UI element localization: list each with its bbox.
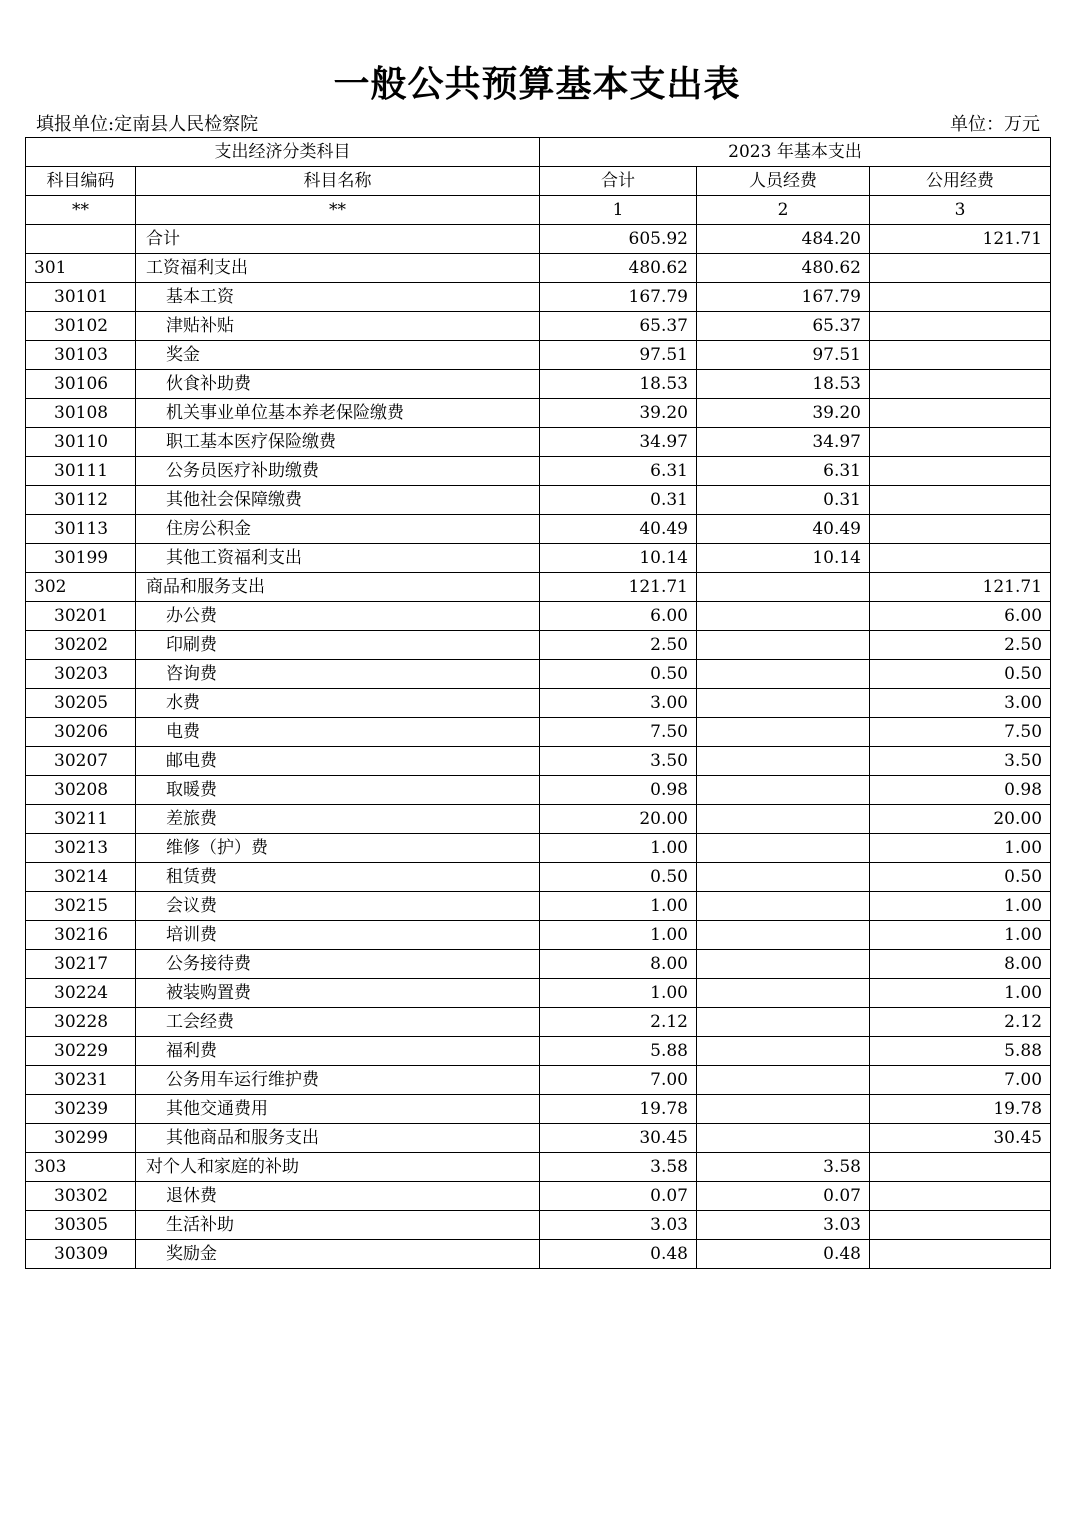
cell-total: 5.88 xyxy=(540,1037,697,1066)
cell-total: 65.37 xyxy=(540,312,697,341)
cell-total: 1.00 xyxy=(540,979,697,1008)
cell-total: 0.50 xyxy=(540,863,697,892)
cell-personnel xyxy=(697,921,870,950)
table-row xyxy=(26,747,1051,776)
cell-total: 7.50 xyxy=(540,718,697,747)
header-column-row xyxy=(26,167,1051,196)
cell-personnel xyxy=(697,1095,870,1124)
cell-code: 30215 xyxy=(26,892,136,921)
cell-name: 住房公积金 xyxy=(136,515,540,544)
cell-personnel xyxy=(697,1124,870,1153)
cell-total: 167.79 xyxy=(540,283,697,312)
cell-public xyxy=(870,486,1051,515)
cell-public: 1.00 xyxy=(870,892,1051,921)
cell-total: 39.20 xyxy=(540,399,697,428)
cell-code: 30101 xyxy=(26,283,136,312)
cell-public: 6.00 xyxy=(870,602,1051,631)
cell-code: 30231 xyxy=(26,1066,136,1095)
cell-code: 30112 xyxy=(26,486,136,515)
table-row xyxy=(26,399,1051,428)
cell-code: 30199 xyxy=(26,544,136,573)
table-row xyxy=(26,1240,1051,1269)
table-row xyxy=(26,805,1051,834)
cell-public: 121.71 xyxy=(870,573,1051,602)
index-total: 1 xyxy=(540,196,697,225)
cell-public xyxy=(870,312,1051,341)
cell-public xyxy=(870,457,1051,486)
cell-code: 30106 xyxy=(26,370,136,399)
cell-public: 1.00 xyxy=(870,979,1051,1008)
cell-public: 2.12 xyxy=(870,1008,1051,1037)
cell-code: 30305 xyxy=(26,1211,136,1240)
cell-personnel xyxy=(697,979,870,1008)
cell-public: 20.00 xyxy=(870,805,1051,834)
cell-name: 机关事业单位基本养老保险缴费 xyxy=(136,399,540,428)
cell-public xyxy=(870,254,1051,283)
index-public: 3 xyxy=(870,196,1051,225)
cell-code: 30207 xyxy=(26,747,136,776)
cell-total: 10.14 xyxy=(540,544,697,573)
cell-code: 30203 xyxy=(26,660,136,689)
cell-personnel: 0.07 xyxy=(697,1182,870,1211)
filler-unit-label: 填报单位:定南县人民检察院 xyxy=(36,114,259,135)
cell-public: 5.88 xyxy=(870,1037,1051,1066)
table-row xyxy=(26,1211,1051,1240)
cell-name: 奖励金 xyxy=(136,1240,540,1269)
cell-public: 121.71 xyxy=(870,225,1051,254)
cell-personnel xyxy=(697,747,870,776)
cell-total: 3.00 xyxy=(540,689,697,718)
table-row xyxy=(26,225,1051,254)
header-code: 科目编码 xyxy=(26,167,136,196)
header-personnel: 人员经费 xyxy=(697,167,870,196)
cell-code: 30211 xyxy=(26,805,136,834)
cell-total: 30.45 xyxy=(540,1124,697,1153)
cell-code: 30113 xyxy=(26,515,136,544)
cell-public xyxy=(870,1153,1051,1182)
cell-personnel: 3.58 xyxy=(697,1153,870,1182)
cell-code: 30110 xyxy=(26,428,136,457)
cell-code: 30239 xyxy=(26,1095,136,1124)
cell-personnel: 0.31 xyxy=(697,486,870,515)
cell-public: 7.00 xyxy=(870,1066,1051,1095)
cell-name: 培训费 xyxy=(136,921,540,950)
cell-personnel: 6.31 xyxy=(697,457,870,486)
cell-name: 水费 xyxy=(136,689,540,718)
cell-name: 公务员医疗补助缴费 xyxy=(136,457,540,486)
cell-public: 1.00 xyxy=(870,834,1051,863)
cell-public: 1.00 xyxy=(870,921,1051,950)
cell-code: 30224 xyxy=(26,979,136,1008)
cell-code: 30299 xyxy=(26,1124,136,1153)
budget-table xyxy=(25,137,1051,1269)
cell-name: 印刷费 xyxy=(136,631,540,660)
cell-personnel: 65.37 xyxy=(697,312,870,341)
cell-name: 被装购置费 xyxy=(136,979,540,1008)
cell-total: 3.03 xyxy=(540,1211,697,1240)
cell-total: 19.78 xyxy=(540,1095,697,1124)
cell-public: 3.50 xyxy=(870,747,1051,776)
cell-total: 0.98 xyxy=(540,776,697,805)
cell-public: 19.78 xyxy=(870,1095,1051,1124)
cell-name: 商品和服务支出 xyxy=(136,573,540,602)
cell-total: 6.00 xyxy=(540,602,697,631)
cell-total: 605.92 xyxy=(540,225,697,254)
cell-code: 30102 xyxy=(26,312,136,341)
cell-personnel: 484.20 xyxy=(697,225,870,254)
table-row xyxy=(26,660,1051,689)
cell-name: 基本工资 xyxy=(136,283,540,312)
table-row xyxy=(26,892,1051,921)
cell-public: 30.45 xyxy=(870,1124,1051,1153)
cell-personnel xyxy=(697,660,870,689)
cell-public: 7.50 xyxy=(870,718,1051,747)
cell-name: 津贴补贴 xyxy=(136,312,540,341)
cell-personnel: 10.14 xyxy=(697,544,870,573)
table-row xyxy=(26,428,1051,457)
cell-personnel xyxy=(697,1037,870,1066)
cell-name: 工资福利支出 xyxy=(136,254,540,283)
cell-total: 3.58 xyxy=(540,1153,697,1182)
cell-total: 121.71 xyxy=(540,573,697,602)
cell-name: 其他商品和服务支出 xyxy=(136,1124,540,1153)
cell-code: 30217 xyxy=(26,950,136,979)
table-row xyxy=(26,602,1051,631)
table-row xyxy=(26,515,1051,544)
cell-total: 0.48 xyxy=(540,1240,697,1269)
table-row xyxy=(26,1066,1051,1095)
table-row xyxy=(26,341,1051,370)
cell-personnel: 480.62 xyxy=(697,254,870,283)
cell-code: 303 xyxy=(26,1153,136,1182)
cell-code: 30302 xyxy=(26,1182,136,1211)
table-row xyxy=(26,1095,1051,1124)
cell-total: 6.31 xyxy=(540,457,697,486)
table-row xyxy=(26,950,1051,979)
table-row xyxy=(26,254,1051,283)
cell-public xyxy=(870,544,1051,573)
cell-name: 差旅费 xyxy=(136,805,540,834)
cell-total: 1.00 xyxy=(540,892,697,921)
cell-code: 30208 xyxy=(26,776,136,805)
cell-personnel xyxy=(697,1008,870,1037)
table-row xyxy=(26,544,1051,573)
cell-name: 工会经费 xyxy=(136,1008,540,1037)
cell-personnel xyxy=(697,718,870,747)
cell-personnel: 0.48 xyxy=(697,1240,870,1269)
cell-total: 97.51 xyxy=(540,341,697,370)
cell-code: 301 xyxy=(26,254,136,283)
cell-personnel: 18.53 xyxy=(697,370,870,399)
table-row xyxy=(26,1008,1051,1037)
cell-code: 30202 xyxy=(26,631,136,660)
cell-public: 8.00 xyxy=(870,950,1051,979)
cell-public xyxy=(870,370,1051,399)
budget-table-body xyxy=(26,138,1051,1269)
cell-name: 退休费 xyxy=(136,1182,540,1211)
index-name: ** xyxy=(136,196,540,225)
table-row xyxy=(26,370,1051,399)
cell-public: 3.00 xyxy=(870,689,1051,718)
cell-name: 公务用车运行维护费 xyxy=(136,1066,540,1095)
table-row xyxy=(26,776,1051,805)
cell-name: 奖金 xyxy=(136,341,540,370)
cell-total: 8.00 xyxy=(540,950,697,979)
cell-name: 其他社会保障缴费 xyxy=(136,486,540,515)
cell-total: 1.00 xyxy=(540,834,697,863)
table-row xyxy=(26,718,1051,747)
cell-public: 0.50 xyxy=(870,863,1051,892)
cell-name: 电费 xyxy=(136,718,540,747)
table-row xyxy=(26,689,1051,718)
currency-unit-label: 单位：万元 xyxy=(950,114,1040,135)
cell-code: 30228 xyxy=(26,1008,136,1037)
header-name: 科目名称 xyxy=(136,167,540,196)
cell-name: 取暖费 xyxy=(136,776,540,805)
header-group-row xyxy=(26,138,1051,167)
header-basic-expenditure-year: 2023 年基本支出 xyxy=(540,138,1051,167)
cell-name: 维修（护）费 xyxy=(136,834,540,863)
table-row xyxy=(26,1037,1051,1066)
cell-public xyxy=(870,428,1051,457)
cell-public xyxy=(870,1182,1051,1211)
cell-name: 咨询费 xyxy=(136,660,540,689)
table-row xyxy=(26,283,1051,312)
cell-total: 0.50 xyxy=(540,660,697,689)
header-index-row xyxy=(26,196,1051,225)
table-row xyxy=(26,834,1051,863)
cell-name: 伙食补助费 xyxy=(136,370,540,399)
cell-code: 30216 xyxy=(26,921,136,950)
cell-name: 其他交通费用 xyxy=(136,1095,540,1124)
cell-name: 租赁费 xyxy=(136,863,540,892)
cell-personnel: 39.20 xyxy=(697,399,870,428)
cell-total: 480.62 xyxy=(540,254,697,283)
cell-code: 30205 xyxy=(26,689,136,718)
cell-name: 合计 xyxy=(136,225,540,254)
cell-total: 18.53 xyxy=(540,370,697,399)
cell-code: 30206 xyxy=(26,718,136,747)
cell-personnel xyxy=(697,950,870,979)
cell-total: 0.07 xyxy=(540,1182,697,1211)
table-row xyxy=(26,921,1051,950)
cell-public xyxy=(870,283,1051,312)
cell-code: 30111 xyxy=(26,457,136,486)
cell-total: 2.50 xyxy=(540,631,697,660)
cell-personnel xyxy=(697,805,870,834)
cell-total: 1.00 xyxy=(540,921,697,950)
table-row xyxy=(26,979,1051,1008)
index-personnel: 2 xyxy=(697,196,870,225)
table-row xyxy=(26,573,1051,602)
cell-public xyxy=(870,1211,1051,1240)
cell-total: 40.49 xyxy=(540,515,697,544)
cell-public xyxy=(870,1240,1051,1269)
index-code: ** xyxy=(26,196,136,225)
cell-total: 3.50 xyxy=(540,747,697,776)
cell-total: 20.00 xyxy=(540,805,697,834)
cell-name: 其他工资福利支出 xyxy=(136,544,540,573)
cell-code: 30201 xyxy=(26,602,136,631)
cell-personnel xyxy=(697,573,870,602)
cell-public xyxy=(870,515,1051,544)
cell-code: 30214 xyxy=(26,863,136,892)
cell-personnel: 167.79 xyxy=(697,283,870,312)
cell-personnel: 97.51 xyxy=(697,341,870,370)
cell-name: 职工基本医疗保险缴费 xyxy=(136,428,540,457)
cell-code: 30229 xyxy=(26,1037,136,1066)
cell-total: 2.12 xyxy=(540,1008,697,1037)
cell-personnel: 34.97 xyxy=(697,428,870,457)
cell-personnel xyxy=(697,834,870,863)
header-public: 公用经费 xyxy=(870,167,1051,196)
cell-name: 办公费 xyxy=(136,602,540,631)
table-row xyxy=(26,457,1051,486)
cell-code: 30309 xyxy=(26,1240,136,1269)
cell-personnel xyxy=(697,1066,870,1095)
cell-name: 生活补助 xyxy=(136,1211,540,1240)
cell-personnel xyxy=(697,892,870,921)
cell-code: 302 xyxy=(26,573,136,602)
cell-personnel xyxy=(697,863,870,892)
cell-code: 30213 xyxy=(26,834,136,863)
table-row xyxy=(26,631,1051,660)
table-row xyxy=(26,1153,1051,1182)
cell-code: 30108 xyxy=(26,399,136,428)
cell-public xyxy=(870,341,1051,370)
cell-personnel xyxy=(697,602,870,631)
table-row xyxy=(26,863,1051,892)
cell-code: 30103 xyxy=(26,341,136,370)
table-row xyxy=(26,1124,1051,1153)
cell-total: 34.97 xyxy=(540,428,697,457)
cell-total: 0.31 xyxy=(540,486,697,515)
cell-name: 会议费 xyxy=(136,892,540,921)
cell-public xyxy=(870,399,1051,428)
cell-personnel xyxy=(697,689,870,718)
cell-name: 对个人和家庭的补助 xyxy=(136,1153,540,1182)
page-title: 一般公共预算基本支出表 xyxy=(333,64,741,105)
cell-name: 福利费 xyxy=(136,1037,540,1066)
cell-personnel: 40.49 xyxy=(697,515,870,544)
cell-personnel xyxy=(697,631,870,660)
cell-name: 邮电费 xyxy=(136,747,540,776)
cell-name: 公务接待费 xyxy=(136,950,540,979)
cell-public: 0.50 xyxy=(870,660,1051,689)
cell-total: 7.00 xyxy=(540,1066,697,1095)
table-row xyxy=(26,486,1051,515)
header-total: 合计 xyxy=(540,167,697,196)
cell-personnel: 3.03 xyxy=(697,1211,870,1240)
cell-public: 0.98 xyxy=(870,776,1051,805)
table-row xyxy=(26,1182,1051,1211)
cell-public: 2.50 xyxy=(870,631,1051,660)
table-row xyxy=(26,312,1051,341)
cell-personnel xyxy=(697,776,870,805)
cell-code xyxy=(26,225,136,254)
header-economic-classification: 支出经济分类科目 xyxy=(26,138,540,167)
